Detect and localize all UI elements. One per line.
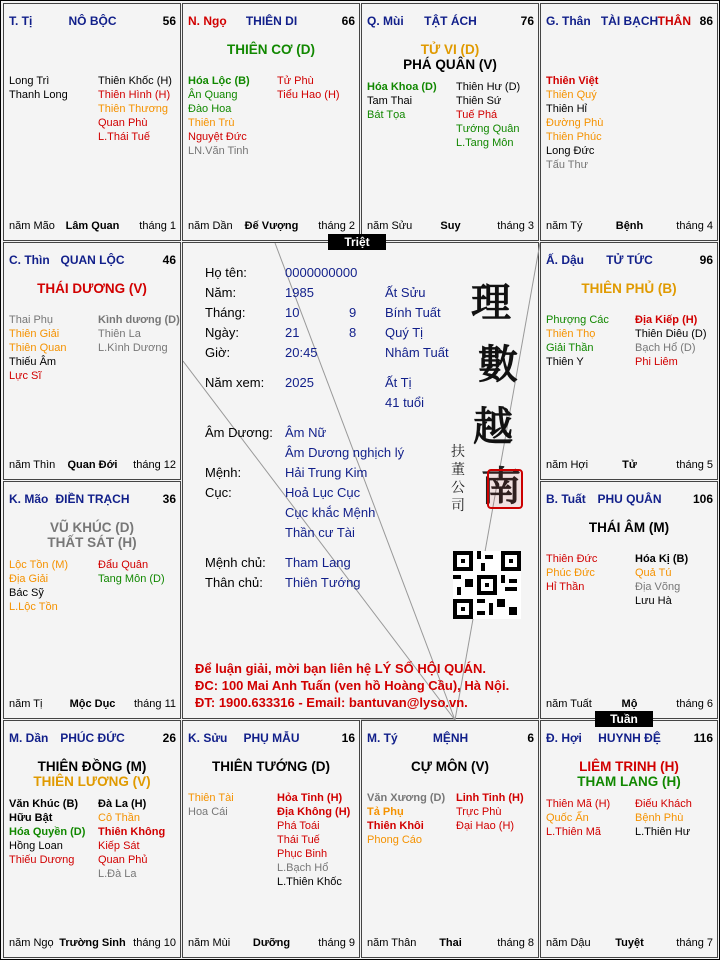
star-item: Hóa Lộc (B): [188, 75, 250, 87]
star-item: L.Tang Môn: [456, 137, 514, 149]
star-item: Hỏa Tinh (H): [277, 792, 343, 804]
center-info-panel: [182, 242, 539, 719]
palace-stage: Quan Đới: [67, 459, 118, 471]
left-star-list: [9, 558, 68, 614]
palace-age: 56: [162, 14, 176, 28]
day-lunar: 8: [349, 325, 357, 340]
star-item: L.Đà La: [98, 868, 137, 880]
small-calligraphy: [451, 443, 469, 515]
star-item: Thiên Tài: [188, 792, 234, 804]
palace-stage: Dưỡng: [252, 937, 291, 949]
star-item: Linh Tinh (H): [456, 792, 524, 804]
than-note: Thần cư Tài: [285, 525, 355, 540]
palace-age: 66: [341, 14, 355, 28]
palace-month: tháng 11: [133, 698, 176, 710]
star-item: Bạch Hổ (D): [635, 342, 696, 354]
star-item: Thiếu Dương: [9, 854, 75, 866]
main-star: THÁI DƯƠNG (V): [37, 281, 147, 296]
palace-stage: Lâm Quan: [65, 220, 120, 232]
star-item: Hỉ Thần: [546, 581, 585, 593]
palace-stage: Tuyệt: [615, 937, 644, 949]
palace-branch: N. Ngọ: [188, 14, 227, 28]
star-item: Địa Giải: [9, 573, 49, 585]
right-star-list: [98, 558, 165, 586]
palace-stage: Trường Sinh: [59, 937, 126, 949]
palace-year: năm Dậu: [546, 937, 591, 949]
palace-age: 106: [692, 492, 713, 506]
palace-month: tháng 7: [676, 937, 713, 949]
palace-year: năm Thân: [367, 937, 417, 949]
palace-name: PHỤ MẪU: [243, 731, 300, 745]
star-item: Thiên Sứ: [456, 95, 502, 107]
small-char-4: 司: [451, 498, 465, 514]
left-star-list: [188, 791, 234, 819]
palace-age: 46: [162, 253, 176, 267]
palace-footer: [367, 937, 534, 951]
star-item: Thiên Đức: [546, 553, 598, 565]
small-char-3: 公: [451, 480, 465, 496]
star-item: Thiên Giải: [9, 328, 60, 340]
palace-footer: [546, 937, 713, 951]
palace-cell: [361, 720, 539, 958]
right-star-list: [277, 74, 340, 102]
palace-header: [9, 253, 176, 267]
star-item: Thiên Thương: [98, 103, 169, 115]
palace-footer: [367, 220, 534, 234]
main-star: THIÊN LƯƠNG (V): [33, 774, 151, 789]
triet-marker: Triệt: [328, 234, 386, 250]
main-star: THAM LANG (H): [577, 774, 681, 789]
left-star-list: [367, 791, 445, 847]
star-item: L.Thiên Khốc: [277, 876, 342, 888]
star-item: Cô Thần: [98, 812, 140, 824]
palace-age: 86: [699, 14, 713, 28]
palace-cell: [540, 242, 718, 480]
star-item: Kình dương (D): [98, 314, 180, 326]
view-year-value: 2025: [285, 375, 314, 390]
palace-branch: Q. Mùi: [367, 14, 404, 28]
menhchu-value: Tham Lang: [285, 555, 351, 570]
palace-cell: [3, 481, 181, 719]
right-star-list: [98, 74, 172, 144]
palace-footer: [546, 459, 713, 473]
palace-name: TÀI BẠCH: [600, 14, 659, 28]
star-item: Bệnh Phù: [635, 812, 684, 824]
star-item: Thiên Trù: [188, 117, 235, 129]
star-item: Kiếp Sát: [98, 840, 140, 852]
palace-stage: Thai: [439, 937, 462, 949]
star-item: Tam Thai: [367, 95, 413, 107]
palace-name: TẬT ÁCH: [424, 14, 477, 28]
star-item: Địa Võng: [635, 581, 681, 593]
palace-name: ĐIỀN TRẠCH: [55, 492, 130, 506]
palace-year: năm Sửu: [367, 220, 413, 232]
palace-month: tháng 10: [133, 937, 176, 949]
calligraphy-char-1: 理: [471, 279, 511, 326]
month-lunar: 9: [349, 305, 357, 320]
palace-year: năm Tị: [9, 698, 43, 710]
main-star: THÁI ÂM (M): [588, 520, 670, 535]
star-item: Phong Cáo: [367, 834, 423, 846]
right-star-list: [456, 791, 524, 833]
main-star: THIÊN PHỦ (B): [581, 281, 677, 296]
star-item: Phục Binh: [277, 848, 328, 860]
star-item: LN.Văn Tinh: [188, 145, 249, 157]
view-year-canchi: Ất Tị: [385, 375, 412, 390]
main-star: THIÊN TƯỚNG (D): [212, 759, 330, 774]
menhchu-label: Mệnh chủ:: [205, 555, 266, 570]
left-star-list: [546, 74, 603, 172]
left-star-list: [367, 80, 437, 122]
palace-year: năm Tuất: [546, 698, 592, 710]
star-item: Tử Phù: [277, 75, 314, 87]
palace-name: QUAN LỘC: [60, 253, 125, 267]
main-star: VŨ KHÚC (D): [50, 520, 134, 535]
palace-cell: [182, 720, 360, 958]
star-item: L.Bạch Hổ: [277, 862, 329, 874]
palace-name: NÔ BỘC: [68, 14, 117, 28]
palace-age: 6: [527, 731, 534, 745]
star-item: L.Thiên Mã: [546, 826, 602, 838]
star-item: Tấu Thư: [546, 159, 589, 171]
palace-footer: [9, 937, 176, 951]
palace-age: 96: [699, 253, 713, 267]
star-item: Phi Liêm: [635, 356, 678, 368]
palace-year: năm Mão: [9, 220, 55, 232]
star-item: Địa Kiếp (H): [635, 314, 698, 326]
star-item: Điếu Khách: [635, 798, 692, 810]
thanchu-label: Thân chủ:: [205, 575, 263, 590]
star-item: Thiên Hình (H): [98, 89, 171, 101]
star-item: Tiểu Hao (H): [277, 89, 340, 101]
main-star: PHÁ QUÂN (V): [403, 57, 497, 72]
star-item: Long Trì: [9, 75, 50, 87]
star-item: Quan Phù: [98, 117, 148, 129]
palace-header: [367, 731, 534, 745]
star-item: Văn Khúc (B): [9, 798, 79, 810]
palace-header: [188, 731, 355, 745]
palace-footer: [546, 220, 713, 234]
star-item: Hữu Bật: [9, 812, 53, 824]
palace-header: [546, 14, 713, 28]
star-item: Phúc Đức: [546, 567, 595, 579]
palace-age: 26: [162, 731, 176, 745]
star-item: Hóa Quyền (D): [9, 826, 86, 838]
star-item: Thái Tuế: [277, 834, 320, 846]
star-item: Thiên Diêu (D): [635, 328, 707, 340]
right-star-list: [98, 797, 165, 881]
palace-stage: Bệnh: [615, 220, 644, 232]
palace-name: MỆNH: [432, 731, 469, 745]
star-item: Giải Thần: [546, 342, 594, 354]
palace-month: tháng 9: [318, 937, 355, 949]
left-star-list: [546, 797, 610, 839]
star-item: L.Lộc Tồn: [9, 601, 58, 613]
right-star-list: [277, 791, 350, 889]
contact-line-1: Để luận giải, mời bạn liên hệ LÝ SỐ HỘI QUÁN.: [195, 661, 486, 676]
star-item: Bác Sỹ: [9, 587, 44, 599]
star-item: Thiên Y: [546, 356, 584, 368]
star-item: Thiên Mã (H): [546, 798, 611, 810]
star-item: Hoa Cái: [188, 806, 228, 818]
small-char-1: 扶: [451, 444, 465, 460]
palace-name: THIÊN DI: [245, 14, 298, 28]
palace-year: năm Dần: [188, 220, 233, 232]
palace-branch: G. Thân: [546, 14, 591, 28]
palace-branch: M. Tý: [367, 731, 398, 745]
red-seal: [487, 469, 523, 509]
year-canchi: Ất Sửu: [385, 285, 426, 300]
calligraphy-char-2: 數: [478, 341, 518, 388]
star-item: Hóa Khoa (D): [367, 81, 437, 93]
palace-cell: [3, 242, 181, 480]
palace-branch: K. Mão: [9, 492, 49, 506]
palace-footer: [188, 937, 355, 951]
star-item: Long Đức: [546, 145, 595, 157]
star-item: L.Kình Dương: [98, 342, 168, 354]
main-star: CỰ MÔN (V): [411, 759, 489, 774]
main-star: LIÊM TRINH (H): [579, 759, 679, 774]
day-canchi: Quý Tị: [385, 325, 424, 340]
star-item: Thiên Việt: [546, 75, 599, 87]
main-star: THIÊN ĐỒNG (M): [37, 759, 147, 774]
star-item: Thiên Thọ: [546, 328, 596, 340]
palace-year: năm Hợi: [546, 459, 589, 471]
cuc-label: Cục:: [205, 485, 232, 500]
palace-name: PHÚC ĐỨC: [60, 731, 125, 745]
star-item: Thanh Long: [9, 89, 68, 101]
star-item: Thai Phụ: [9, 314, 54, 326]
name-label: Họ tên:: [205, 265, 247, 280]
hour-canchi: Nhâm Tuất: [385, 345, 449, 360]
qr-code: [453, 551, 521, 619]
left-star-list: [9, 313, 66, 383]
palace-month: tháng 12: [133, 459, 176, 471]
right-star-list: [456, 80, 520, 150]
star-item: Lộc Tồn (M): [9, 559, 69, 571]
menh-label: Mệnh:: [205, 465, 242, 480]
palace-month: tháng 1: [139, 220, 176, 232]
thanchu-value: Thiên Tướng: [285, 575, 361, 590]
star-item: Thiên La: [98, 328, 141, 340]
palace-cell: [540, 481, 718, 719]
star-item: Thiên Khốc (H): [98, 75, 172, 87]
star-item: L.Thiên Hư: [635, 826, 691, 838]
star-item: Phượng Các: [546, 314, 609, 326]
year-label: Năm:: [205, 285, 237, 300]
palace-age: 16: [341, 731, 355, 745]
name-value: 0000000000: [285, 265, 358, 280]
contact-phone-email: ĐT: 1900.633316 - Email: bantuvan@lyso.vn.: [195, 695, 468, 710]
star-item: Lưu Hà: [635, 595, 672, 607]
hour-value: 20:45: [285, 345, 318, 360]
palace-name: PHU QUÂN: [597, 492, 662, 506]
palace-footer: [188, 220, 355, 234]
palace-month: tháng 4: [676, 220, 713, 232]
main-star: TỬ VI (D): [420, 42, 480, 57]
palace-cell: [540, 3, 718, 241]
palace-branch: B. Tuất: [546, 492, 586, 506]
month-label: Tháng:: [205, 305, 246, 320]
palace-header: [546, 253, 713, 267]
left-star-list: [188, 74, 250, 158]
palace-footer: [9, 459, 176, 473]
palace-stage: Đế Vượng: [244, 220, 299, 232]
palace-cell: [3, 720, 181, 958]
tuan-marker: Tuần: [595, 711, 653, 727]
star-item: Lực Sĩ: [9, 370, 42, 382]
amduong-note: Âm Dương nghịch lý: [285, 445, 405, 460]
palace-header: [546, 731, 713, 745]
left-star-list: [9, 74, 68, 102]
right-star-list: [98, 313, 180, 355]
left-star-list: [546, 552, 597, 594]
palace-age: 36: [162, 492, 176, 506]
right-star-list: [635, 313, 707, 369]
star-item: Tướng Quân: [456, 123, 520, 135]
star-item: Thiên Quan: [9, 342, 67, 354]
palace-month: tháng 3: [497, 220, 534, 232]
palace-year: năm Tý: [546, 220, 583, 232]
right-star-list: [635, 552, 688, 608]
palace-branch: Đ. Hợi: [546, 731, 582, 745]
star-item: Đường Phù: [546, 117, 604, 129]
star-item: Đại Hao (H): [456, 820, 515, 832]
month-value: 10: [285, 305, 300, 320]
palace-cell: [3, 3, 181, 241]
palace-header: [9, 14, 176, 28]
palace-age: 76: [520, 14, 534, 28]
palace-header: [9, 492, 176, 506]
palace-branch: M. Dần: [9, 731, 49, 745]
palace-header: [9, 731, 176, 745]
palace-cell: [182, 3, 360, 241]
star-item: Thiên Phúc: [546, 131, 602, 143]
hour-label: Giờ:: [205, 345, 231, 360]
small-char-2: 董: [451, 462, 465, 478]
star-item: Quan Phủ: [98, 854, 148, 866]
palace-footer: [9, 698, 176, 712]
palace-stage: Mộc Dục: [69, 698, 116, 710]
palace-name: TỬ TỨC: [606, 253, 653, 267]
palace-header: [188, 14, 355, 28]
star-item: Đà La (H): [98, 798, 147, 810]
star-item: Bát Tọa: [367, 109, 406, 121]
palace-header: [546, 492, 713, 506]
palace-branch: K. Sửu: [188, 731, 228, 745]
calligraphy-char-3: 越: [473, 403, 513, 450]
month-canchi: Bính Tuất: [385, 305, 441, 320]
year-value: 1985: [285, 285, 314, 300]
palace-month: tháng 8: [497, 937, 534, 949]
view-year-label: Năm xem:: [205, 375, 265, 390]
star-item: Địa Không (H): [277, 806, 351, 818]
palace-name: HUYNH ĐỆ: [598, 731, 661, 745]
palace-branch: Ấ. Dậu: [546, 253, 585, 267]
palace-footer: [546, 698, 713, 712]
star-item: Thiên Hư (D): [456, 81, 521, 93]
contact-address: ĐC: 100 Mai Anh Tuấn (ven hồ Hoàng Cầu), Hà Nội.: [195, 678, 510, 693]
palace-branch: T. Tị: [9, 14, 33, 28]
than-badge: THÂN: [657, 14, 691, 28]
palace-footer: [9, 220, 176, 234]
palace-stage: Suy: [440, 220, 461, 232]
star-item: Tuế Phá: [456, 109, 498, 121]
left-star-list: [9, 797, 85, 867]
palace-cell: [540, 720, 718, 958]
star-item: Tả Phụ: [367, 806, 404, 818]
star-item: Ân Quang: [188, 89, 238, 101]
amduong-label: Âm Dương:: [205, 425, 273, 440]
menh-value: Hải Trung Kim: [285, 465, 368, 480]
main-star: THIÊN CƠ (D): [226, 42, 315, 57]
star-item: Tang Môn (D): [98, 573, 165, 585]
calligraphy-char-4: 南: [481, 463, 521, 510]
star-item: Hồng Loan: [9, 840, 63, 852]
main-star: THẤT SÁT (H): [47, 535, 137, 550]
palace-year: năm Mùi: [188, 937, 231, 949]
star-item: Đẩu Quân: [98, 559, 149, 571]
star-item: Quốc Ấn: [546, 812, 589, 824]
palace-month: tháng 5: [676, 459, 713, 471]
cuc-value: Hoả Lục Cục: [285, 485, 361, 500]
palace-month: tháng 6: [676, 698, 713, 710]
palace-month: tháng 2: [318, 220, 355, 232]
left-star-list: [546, 313, 609, 369]
amduong-value: Âm Nữ: [285, 425, 327, 440]
palace-header: [367, 14, 534, 28]
view-age: 41 tuổi: [385, 395, 425, 410]
star-item: Đào Hoa: [188, 103, 232, 115]
star-item: Phá Toái: [277, 820, 320, 832]
star-item: Thiên Hỉ: [546, 103, 587, 115]
star-item: Thiếu Âm: [9, 356, 57, 368]
star-item: Trực Phù: [456, 806, 502, 818]
palace-cell: [361, 3, 539, 241]
star-item: Thiên Quý: [546, 89, 597, 101]
palace-stage: Mộ: [621, 698, 638, 710]
cuc-note: Cục khắc Mệnh: [285, 505, 376, 520]
star-item: Thiên Không: [98, 826, 166, 838]
star-item: Thiên Khôi: [367, 820, 424, 832]
palace-branch: C. Thìn: [9, 253, 50, 267]
star-item: Quả Tú: [635, 567, 672, 579]
star-item: Văn Xương (D): [367, 792, 446, 804]
palace-age: 116: [693, 731, 713, 745]
day-value: 21: [285, 325, 300, 340]
palace-year: năm Ngọ: [9, 937, 54, 949]
star-item: Hóa Kị (B): [635, 553, 689, 565]
palace-stage: Tử: [622, 459, 637, 471]
palace-year: năm Thìn: [9, 459, 56, 471]
right-star-list: [635, 797, 692, 839]
star-item: L.Thái Tuế: [98, 131, 150, 143]
star-item: Nguyệt Đức: [188, 131, 247, 143]
day-label: Ngày:: [205, 325, 239, 340]
